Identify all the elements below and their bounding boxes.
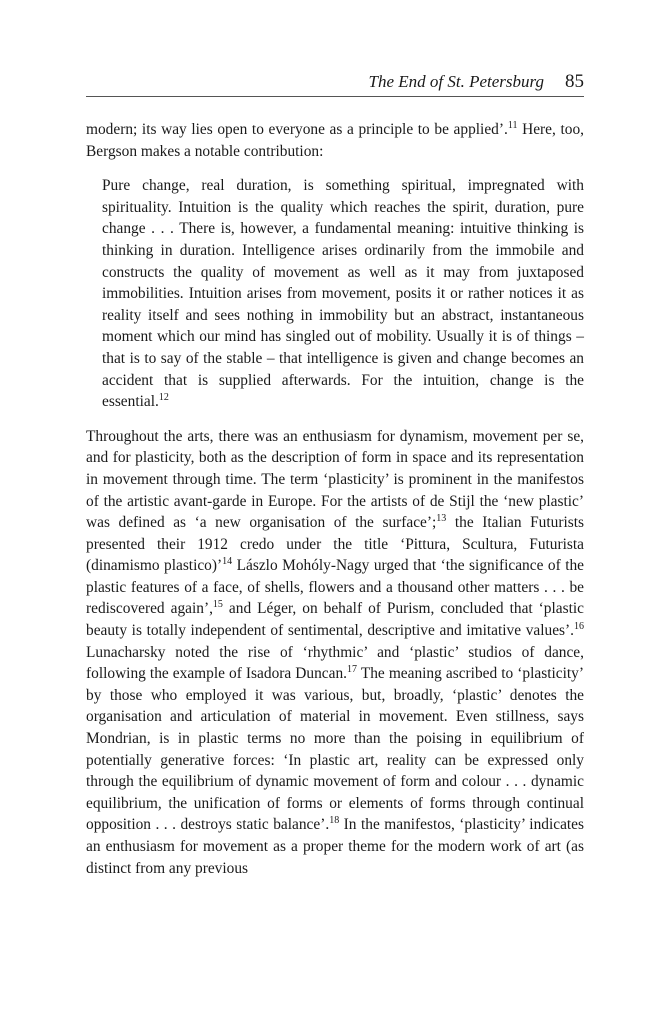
running-head — [86, 70, 584, 97]
text-run: Pure change, real duration, is something spiritual, impregnated with spirituality. Intuition is the quality which reaches the spirit, duration, pure change . . . There is, however, a fundamental meaning: intuitive thinking is thinking in duration. Intelligence arises ordinarily from the immobile and constructs the quality of movement as well as it may from juxtaposed immobilities. Intuition arises from movement, posits it or rather notices it as reality itself and sees nothing in immobility but an abstract, instantaneous moment which our mind has singled out of mobility. Usually it is of things – that is to say of the stable – that intelligence is given and change becomes an accident that is supplied afterwards. For the intuition, change is the essential. — [102, 177, 584, 411]
text-run: In the manifestos, ‘plasticity’ indicates an enthusiasm for movement as a proper theme for the modern work of art (as distinct from any previous — [86, 816, 584, 877]
text-run: the Italian Futurists presented their 1912 credo under the title ‘Pittura, Scultura, Futurista (dinamismo plastico)’ — [86, 514, 584, 575]
body-text — [86, 119, 584, 879]
footnote-ref-15: 15 — [212, 599, 223, 611]
paragraph-2 — [86, 426, 584, 879]
footnote-ref-13: 13 — [436, 512, 447, 524]
text-run: Lunacharsky noted the rise of ‘rhythmic’ and ‘plastic’ studios of dance, following the example of Isadora Duncan. — [86, 643, 584, 683]
footnote-ref-17: 17 — [347, 664, 358, 676]
paragraph-1 — [86, 119, 584, 162]
book-page — [86, 70, 584, 879]
running-title: The End of St. Petersburg — [368, 72, 544, 91]
footnote-ref-11: 11 — [507, 119, 518, 131]
text-run: Lászlo Mohóly-Nagy urged that ‘the significance of the plastic features of a face, of shells, flowers and a thousand other matters . . . be rediscovered again’, — [86, 557, 584, 618]
text-run: Here, too, Bergson makes a notable contribution: — [86, 121, 584, 160]
page-number: 85 — [565, 71, 584, 92]
text-run: modern; its way lies open to everyone as a principle to be applied’. — [86, 121, 508, 138]
text-run: and Léger, on behalf of Purism, concluded that ‘plastic beauty is totally independent of sentimental, descriptive and imitative values’. — [86, 600, 584, 640]
block-quote — [102, 175, 584, 413]
footnote-ref-12: 12 — [158, 392, 169, 403]
footnote-ref-18: 18 — [329, 815, 340, 827]
footnote-ref-16: 16 — [574, 620, 584, 632]
quote-text — [102, 175, 584, 413]
text-run: The meaning ascribed to ‘plasticity’ by those who employed it was various, but, broadly, ‘plastic’ denotes the organisation and articulation of material in movement. Even stillness, says Mondrian, is in plastic terms no more than the poising in equilibrium of potentially generative forces: ‘In plastic art, reality can be expressed only through the equilibrium of dynamic movement of form and colour . . . dynamic equilibrium, the unification of forms or elements of forms through continual opposition . . . destroys static balance’. — [86, 665, 584, 834]
text-run: Throughout the arts, there was an enthusiasm for dynamism, movement per se, and for plasticity, both as the description of form in space and its representation in movement through time. The term ‘plasticity’ is prominent in the manifestos of the artistic avant-garde in Europe. For the artists of de Stijl the ‘new plastic’ was defined as ‘a new organisation of the surface’; — [86, 427, 584, 532]
footnote-ref-14: 14 — [222, 556, 233, 568]
